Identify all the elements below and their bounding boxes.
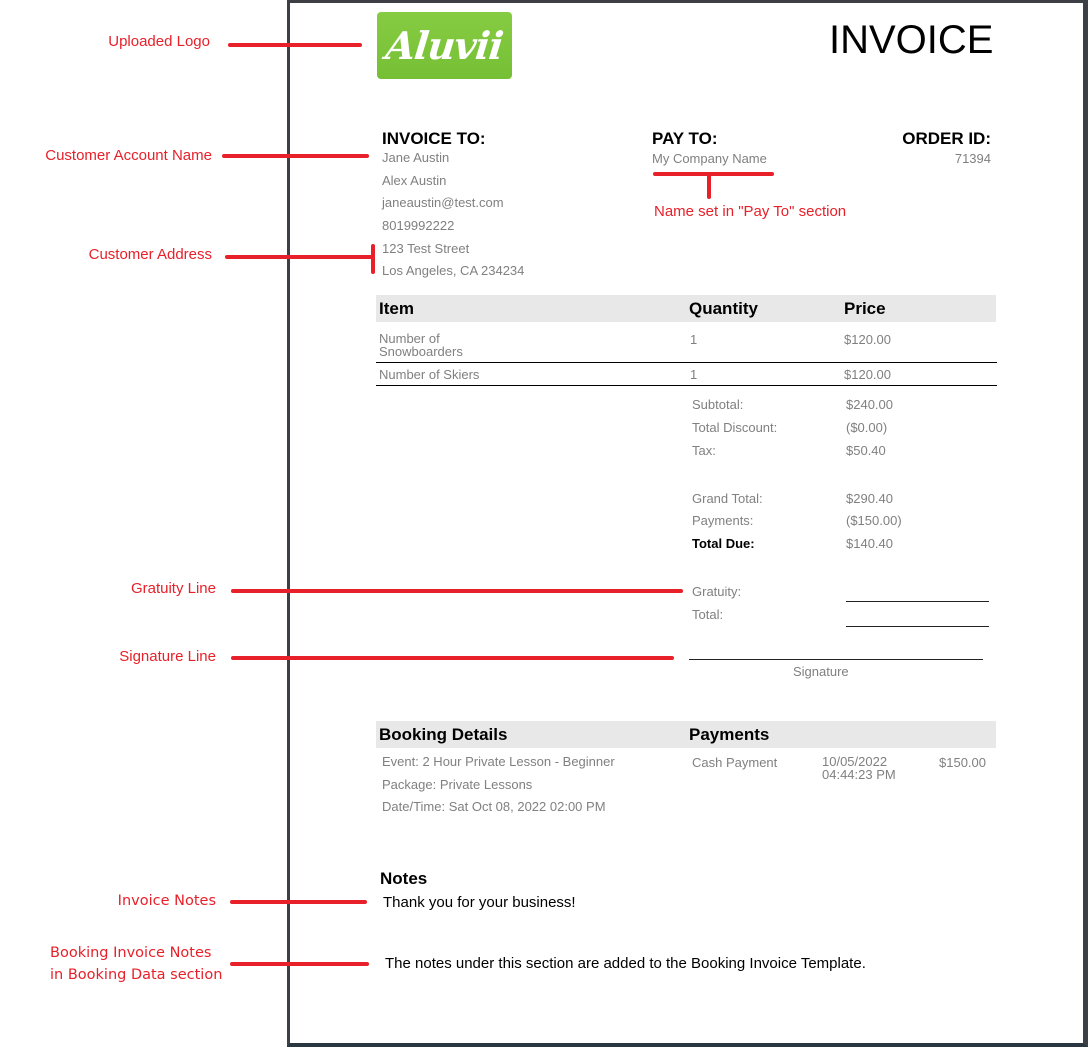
booking-details-block xyxy=(382,751,615,819)
summary-value: $240.00 xyxy=(846,397,893,412)
summary-discount xyxy=(692,420,992,440)
annotation-pointer-line xyxy=(222,154,369,158)
pay-to-name: My Company Name xyxy=(652,151,767,166)
annotation-line: Booking Invoice Notes xyxy=(50,945,212,961)
signature-label: Signature xyxy=(793,664,849,679)
booking-datetime: Date/Time: Sat Oct 08, 2022 02:00 PM xyxy=(382,799,606,815)
summary-label: Total Discount: xyxy=(692,420,778,435)
annotation-pointer-line xyxy=(230,900,367,904)
customer-street: 123 Test Street xyxy=(382,240,470,256)
invoice-note: Thank you for your business! xyxy=(383,894,576,911)
item-quantity: 1 xyxy=(690,367,698,382)
item-quantity: 1 xyxy=(690,332,698,347)
annotation-customer-account-name: Customer Account Name xyxy=(45,147,212,164)
annotation-underline xyxy=(653,172,774,176)
company-logo xyxy=(377,12,512,79)
summary-label: Subtotal: xyxy=(692,397,744,412)
pay-to-label: PAY TO: xyxy=(652,129,718,148)
customer-phone: 8019992222 xyxy=(382,218,455,234)
summary-subtotal xyxy=(692,397,992,417)
payment-datetime xyxy=(822,755,896,781)
summary-value: $140.40 xyxy=(846,536,893,551)
summary-label: Total Due: xyxy=(692,536,755,551)
order-id-label: ORDER ID: xyxy=(902,129,991,148)
column-header-quantity: Quantity xyxy=(689,299,758,318)
gratuity-label: Gratuity: xyxy=(692,584,742,599)
summary-grand-total xyxy=(692,491,992,511)
annotation-invoice-notes: Invoice Notes xyxy=(117,893,216,909)
booking-details-header: Booking Details xyxy=(379,725,508,744)
order-id-value: 71394 xyxy=(954,151,991,166)
annotation-pay-to-name: Name set in "Pay To" section xyxy=(654,203,847,220)
summary-label: Grand Total: xyxy=(692,491,763,506)
customer-secondary-name: Alex Austin xyxy=(382,172,447,188)
annotation-gratuity-line: Gratuity Line xyxy=(130,580,216,597)
item-name: Number of Skiers xyxy=(379,367,480,382)
column-header-price: Price xyxy=(844,299,886,318)
gratuity-total-blank-line xyxy=(846,626,989,627)
customer-name: Jane Austin xyxy=(382,150,450,165)
item-name xyxy=(379,332,463,358)
payment-date: 10/05/2022 xyxy=(822,754,888,769)
signature-blank-line xyxy=(689,659,983,660)
summary-value: ($0.00) xyxy=(846,420,888,435)
column-header-item: Item xyxy=(379,299,414,318)
payment-amount: $150.00 xyxy=(939,755,986,770)
gratuity-blank-line xyxy=(846,601,989,602)
summary-total-due xyxy=(692,536,992,556)
payment-method: Cash Payment xyxy=(692,755,778,770)
item-price: $120.00 xyxy=(844,332,891,347)
row-divider xyxy=(376,362,997,363)
notes-header: Notes xyxy=(380,869,428,888)
annotation-booking-invoice-notes xyxy=(50,942,222,986)
booking-payments-header xyxy=(376,721,996,748)
annotation-pointer-line xyxy=(231,656,674,660)
summary-value: ($150.00) xyxy=(846,513,902,528)
summary-tax xyxy=(692,443,992,463)
customer-email: janeaustin@test.com xyxy=(382,195,504,211)
items-table-header xyxy=(376,295,996,322)
summary-value: $290.40 xyxy=(846,491,893,506)
annotation-uploaded-logo: Uploaded Logo xyxy=(108,33,210,50)
annotation-customer-address: Customer Address xyxy=(88,246,212,263)
annotation-line: in Booking Data section xyxy=(50,967,223,983)
summary-label: Tax: xyxy=(692,443,716,458)
payment-time: 04:44:23 PM xyxy=(822,767,896,782)
summary-label: Payments: xyxy=(692,513,754,528)
annotation-connector xyxy=(707,172,711,199)
item-name-line: Number of xyxy=(379,331,440,346)
item-name-line: Snowboarders xyxy=(379,344,463,359)
booking-event: Event: 2 Hour Private Lesson - Beginner xyxy=(382,754,615,769)
summary-value: $50.40 xyxy=(846,443,886,458)
annotation-pointer-line xyxy=(230,962,369,966)
annotation-pointer-line xyxy=(231,589,683,593)
annotation-pointer-line xyxy=(228,43,362,47)
booking-package: Package: Private Lessons xyxy=(382,776,533,792)
item-price: $120.00 xyxy=(844,367,891,382)
customer-city: Los Angeles, CA 234234 xyxy=(382,263,525,279)
annotation-signature-line: Signature Line xyxy=(119,648,216,665)
invoice-to-block xyxy=(382,147,524,283)
annotation-bracket xyxy=(371,244,375,274)
summary-payments xyxy=(692,513,992,533)
logo-text: Aluvii xyxy=(383,23,506,68)
invoice-to-label: INVOICE TO: xyxy=(382,129,486,148)
invoice-title: INVOICE xyxy=(829,18,994,62)
booking-invoice-note: The notes under this section are added to the Booking Invoice Template. xyxy=(385,955,866,972)
payments-header: Payments xyxy=(689,725,770,744)
annotation-pointer-line xyxy=(225,255,373,259)
row-divider xyxy=(376,385,997,386)
gratuity-total-label: Total: xyxy=(692,607,724,622)
